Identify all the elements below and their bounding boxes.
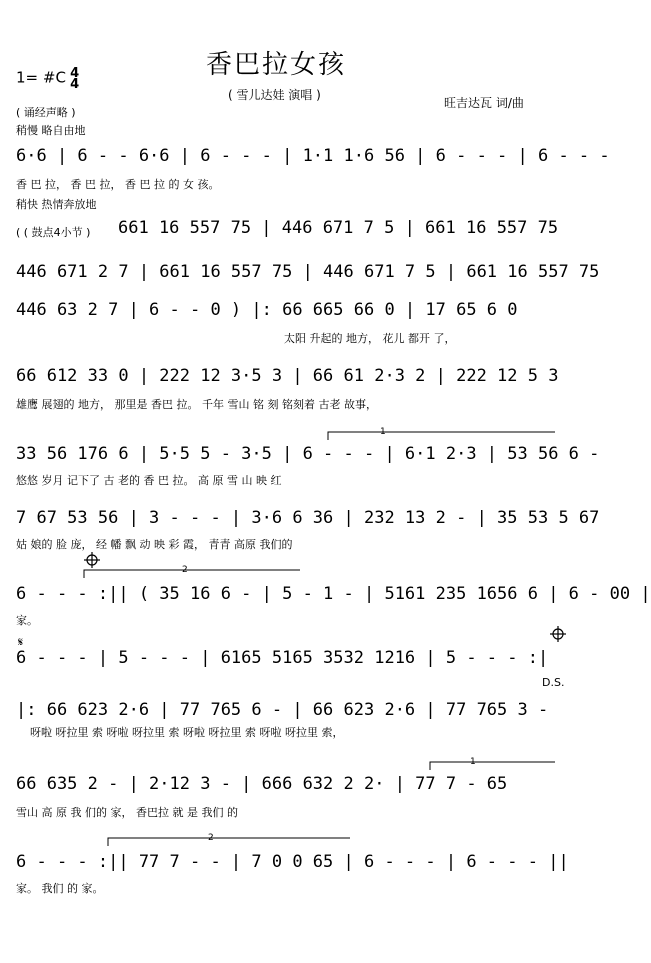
lyric-line-4: 太阳 升起的 地方， 花儿 都开 了， (284, 332, 456, 345)
volta-bracket-2a (84, 570, 300, 578)
lyric-line-1: 香 巴 拉， 香 巴 拉， 香 巴 拉 的 女 孩。 (16, 178, 220, 191)
score-line-4: 446 63 2 7 | 6 - - 0 ) |: 66 665 66 0 | 17 65 6 0 (16, 300, 518, 320)
volta-bracket-2b (108, 838, 350, 846)
lyric-line-10: 呀啦 呀拉里 索 呀啦 呀拉里 索 呀啦 呀拉里 索 呀啦 呀拉里 索， (30, 726, 344, 739)
volta-number-2a: 2 (182, 565, 188, 575)
intro-hint: ( 诵经声略 ) (16, 106, 76, 119)
ds-marking: D.S. (542, 676, 565, 689)
score-line-7: 7 67 53 56 | 3 - - - | 3·6 6 36 | 232 13 2 - | 35 53 5 67 (16, 508, 600, 528)
lyric-line-7: 姑 娘的 脸 庞， 经 幡 飘 动 映 彩 霞， 青青 高原 我们的 (16, 538, 293, 551)
score-line-8: 6 - - - :|| ( 35 16 6 - | 5 - 1 - | 5161 235 1656 6 | 6 - 00 | (16, 584, 651, 604)
svg-text:𝄋: 𝄋 (18, 635, 24, 649)
score-line-6: 33 56 176 6 | 5·5 5 - 3·5 | 6 - - - | 6·1 2·3 | 53 56 6 - (16, 444, 600, 464)
tempo-marking-2: 稍快 热情奔放地 (16, 198, 97, 211)
volta-bracket-1a (328, 432, 555, 440)
lyric-line-12: 家。 我们 的 家。 (16, 882, 104, 895)
time-bottom: 4 (70, 77, 80, 92)
score-line-3: 446 671 2 7 | 661 16 557 75 | 446 671 7 5 | 661 16 557 75 (16, 262, 600, 282)
coda-icon (84, 552, 100, 568)
tempo-marking-1: 稍慢 略自由地 (16, 124, 86, 137)
score-line-5: 66 612 33 0 | 222 12 3·5 3 | 66 61 2·3 2 | 222 12 5 3 (16, 366, 559, 386)
lyric-line-5: 雄鹰 展翅的 地方， 那里是 香巴 拉。 千年 雪山 铭 刻 铭刻着 古老 故事， (16, 398, 377, 411)
coda-icon-end (550, 626, 566, 642)
score-line-10: |: 66 623 2·6 | 77 765 6 - | 66 623 2·6 | 77 765 3 - (16, 700, 549, 720)
credit: 旺吉达瓦 词/曲 (444, 96, 524, 110)
lyric-line-8: 家。 (16, 614, 38, 627)
score-line-9: 6 - - - | 5 - - - | 6165 5165 3532 1216 | 5 - - - :| (16, 648, 549, 668)
score-line-2: 661 16 557 75 | 446 671 7 5 | 661 16 557 75 (118, 218, 559, 238)
score-line-11: 66 635 2 - | 2·12 3 - | 666 632 2 2· | 77 7 - 65 (16, 774, 508, 794)
key-label: 1= #C (16, 68, 66, 87)
lyric-line-6: 悠悠 岁月 记下了 古 老的 香 巴 拉。 高 原 雪 山 映 红 (16, 474, 282, 487)
performer-subtitle: ( 雪儿达娃 演唱 ) (228, 88, 321, 102)
volta-number-2b: 2 (208, 833, 214, 843)
score-line-12: 6 - - - :|| 77 7 - - | 7 0 0 65 | 6 - - - | 6 - - - || (16, 852, 569, 872)
percussion-note: ( ( 鼓点4小节 ) (16, 226, 91, 239)
volta-bracket-1b (430, 762, 555, 770)
volta-number-1a: 1 (380, 427, 386, 437)
segno-icon (18, 635, 23, 649)
time-top: 4 (70, 66, 80, 81)
page-title: 香巴拉女孩 (206, 50, 347, 80)
volta-number-1b: 1 (470, 757, 476, 767)
lyric-line-11: 雪山 高 原 我 们的 家， 香巴拉 就 是 我们 的 (16, 806, 238, 819)
score-line-1: 6·6 | 6 - - 6·6 | 6 - - - | 1·1 1·6 56 | 6 - - - | 6 - - - (16, 146, 610, 166)
